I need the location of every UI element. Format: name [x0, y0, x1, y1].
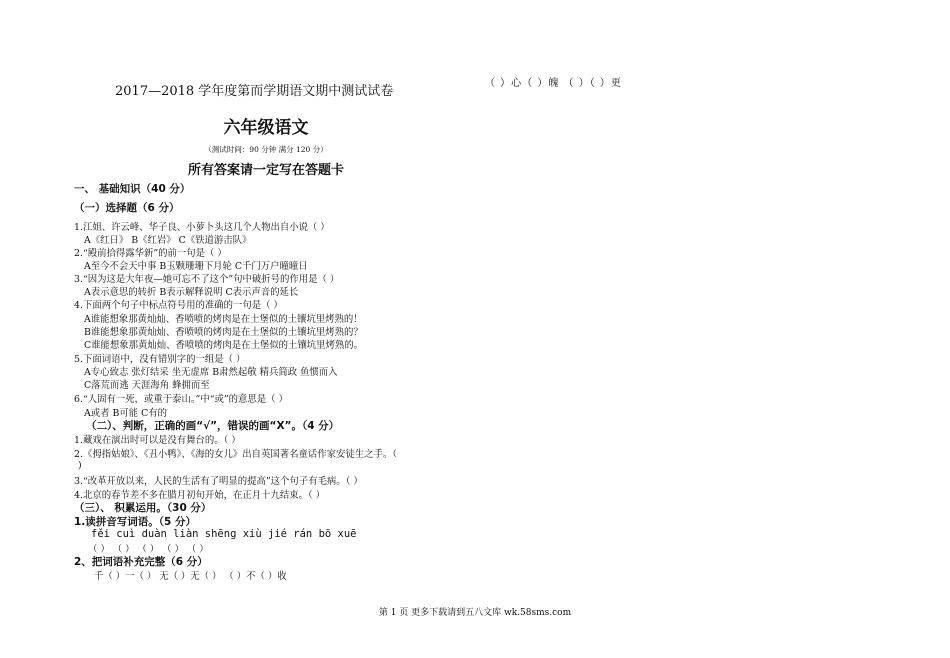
subsection-complete-words-heading: 2、把词语补充完整（6 分）	[74, 556, 208, 568]
question-5: 5.下面词语中，没有错别字的一组是（ ）	[74, 354, 246, 365]
pinyin-words: fěi cuì duàn liàn shēng xiù jié rán bō xuē	[91, 528, 357, 540]
exam-header-title: 2017—2018 学年度第而学期语文期中测试试卷	[115, 84, 394, 99]
question-5-options-ab: A专心致志 张灯结采 坐无虚席 B肃然起敬 精兵简政 鱼惯而入	[84, 367, 338, 378]
question-3: 3.“因为这是大年夜—她可忘不了这个”句中破折号的作用是（ ）	[74, 274, 340, 285]
complete-words-line: 千（ ）一（ ） 无（ ）无（ ） （ ）不（ ）收	[94, 571, 287, 582]
subsection-pinyin-heading: 1.读拼音写词语。（5 分）	[74, 516, 197, 528]
exam-info: （测试时间：90 分钟 满分 120 分）	[204, 145, 328, 154]
question-5-option-c: C落荒而逃 天涯海角 蜂拥而至	[84, 380, 210, 391]
question-2-options: A至今不会天中事 B玉颗珊珊下月轮 C千门万户曈曈日	[84, 261, 308, 272]
question-4-option-b: B谁能想象那黄灿灿、香喷喷的烤肉是在土堡似的土镶坑里烤熟的？	[84, 327, 363, 338]
pinyin-answer-blanks: （ ） （ ） （ ） （ ） （ ）	[88, 544, 209, 555]
judge-2: 2.《拇指姑娘》、《丑小鸭》、《海的女儿》出自英国著名童话作家安徒生之手。（	[74, 449, 397, 460]
section-use-heading: （三）、 积累运用。（30 分）	[74, 502, 212, 514]
page-footer: 第 1 页 更多下载请到五八文库 wk.58sms.com	[378, 608, 572, 618]
fill-chars-line: （ ）心（ ）魄 （ ）（ ）更	[485, 78, 622, 89]
question-1-options: A《红日》 B《红岩》 C《铁道游击队》	[84, 235, 252, 246]
question-4-option-a: A谁能想象那黄灿灿、香喷喷的烤肉是在土堡似的土镶坑里烤熟的！	[84, 314, 363, 325]
section-judge-heading: （二）、判断，正确的画“√”，错误的画“X”。（4 分）	[86, 420, 340, 432]
judge-3: 3.“改革开放以来，人民的生活有了明显的提高”这个句子有毛病。（ ）	[74, 476, 363, 487]
question-2: 2.“殿前拾得露华新”的前一句是（ ）	[74, 248, 227, 259]
judge-2-continued: )	[78, 460, 82, 471]
answer-notice: 所有答案请一定写在答题卡	[187, 163, 344, 178]
question-1: 1.江姐、许云峰、华子良、小萝卜头这几个人物出自小说（ ）	[74, 222, 330, 233]
part-one-heading: 一、 基础知识（40 分）	[74, 183, 191, 195]
judge-4: 4.北京的春节差不多在腊月初旬开始，在正月十九结束。（ ）	[74, 490, 325, 501]
question-6-options: A或者 B可能 C有的	[84, 408, 168, 419]
question-4-option-c: C谁能想象那黄灿灿、香喷喷的烤肉是在土堡似的土镶坑里烤熟的。	[84, 340, 364, 351]
section-choice-heading: （一）选择题（6 分）	[74, 202, 180, 214]
judge-1: 1.藏戏在演出时可以是没有舞台的。（ ）	[74, 435, 241, 446]
question-3-options: A表示意思的转折 B表示解释说明 C表示声音的延长	[84, 287, 299, 298]
question-6: 6.“人固有一死，或重于泰山。”中“或”的意思是（ ）	[74, 394, 288, 405]
page-title: 六年级语文	[223, 118, 309, 138]
question-4: 4.下面两个句子中标点符号用的准确的一句是（ ）	[74, 300, 283, 311]
